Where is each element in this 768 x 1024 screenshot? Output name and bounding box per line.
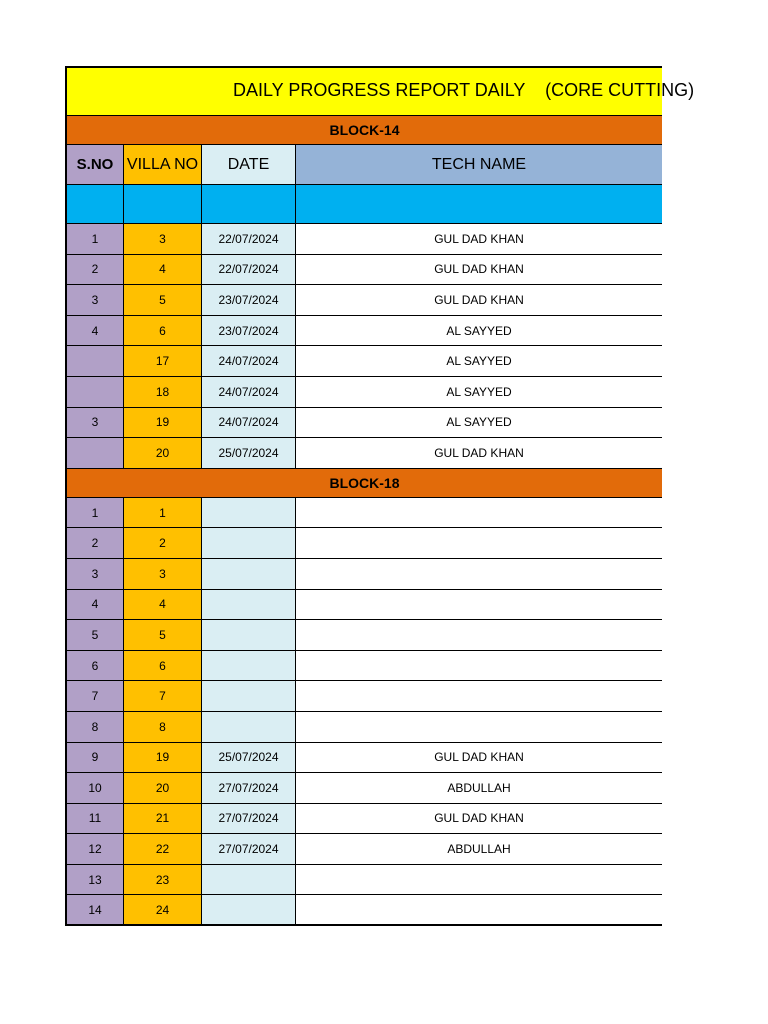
- table-row: [65, 438, 662, 469]
- tech-name-cell[interactable]: GUL DAD KHAN: [296, 285, 662, 316]
- villa-cell[interactable]: 22: [124, 834, 202, 865]
- block-header-18: BLOCK-18: [65, 469, 662, 498]
- sno-cell[interactable]: [65, 438, 124, 469]
- date-cell[interactable]: 24/07/2024: [202, 377, 296, 408]
- villa-cell[interactable]: 4: [124, 590, 202, 621]
- table-row: [65, 255, 662, 286]
- tech-name-cell[interactable]: [296, 681, 662, 712]
- date-cell[interactable]: [202, 559, 296, 590]
- date-cell[interactable]: 22/07/2024: [202, 255, 296, 286]
- table-row: [65, 681, 662, 712]
- table-row: [65, 743, 662, 774]
- title-row: [65, 66, 695, 116]
- table-row: [65, 773, 662, 804]
- tech-name-cell[interactable]: [296, 712, 662, 743]
- column-header-villa: VILLA NO: [124, 145, 202, 185]
- tech-name-cell[interactable]: GUL DAD KHAN: [296, 224, 662, 255]
- date-cell[interactable]: 23/07/2024: [202, 285, 296, 316]
- villa-cell[interactable]: 8: [124, 712, 202, 743]
- tech-name-cell[interactable]: [296, 498, 662, 529]
- column-header-tech: TECH NAME: [296, 145, 662, 185]
- date-cell[interactable]: [202, 498, 296, 529]
- sno-cell[interactable]: 6: [65, 651, 124, 682]
- blank-cell: [124, 185, 202, 224]
- villa-cell[interactable]: 7: [124, 681, 202, 712]
- blank-cell: [296, 185, 662, 224]
- sno-cell[interactable]: 14: [65, 895, 124, 926]
- table-row: [65, 804, 662, 835]
- date-cell[interactable]: 24/07/2024: [202, 408, 296, 439]
- table-row: [65, 651, 662, 682]
- tech-name-cell[interactable]: AL SAYYED: [296, 346, 662, 377]
- table-row: [65, 834, 662, 865]
- table-row: [65, 408, 662, 439]
- column-header-date: DATE: [202, 145, 296, 185]
- villa-cell[interactable]: 20: [124, 438, 202, 469]
- villa-cell[interactable]: 23: [124, 865, 202, 896]
- column-header-sno: S.NO: [65, 145, 124, 185]
- tech-name-cell[interactable]: [296, 895, 662, 926]
- tech-name-cell[interactable]: GUL DAD KHAN: [296, 743, 662, 774]
- date-cell[interactable]: 25/07/2024: [202, 438, 296, 469]
- tech-name-cell[interactable]: [296, 651, 662, 682]
- tech-name-cell[interactable]: GUL DAD KHAN: [296, 255, 662, 286]
- tech-name-cell[interactable]: GUL DAD KHAN: [296, 804, 662, 835]
- sno-cell[interactable]: [65, 377, 124, 408]
- villa-cell[interactable]: 2: [124, 528, 202, 559]
- villa-cell[interactable]: 1: [124, 498, 202, 529]
- sno-cell[interactable]: 2: [65, 255, 124, 286]
- date-cell[interactable]: [202, 865, 296, 896]
- villa-cell[interactable]: 19: [124, 408, 202, 439]
- tech-name-cell[interactable]: AL SAYYED: [296, 316, 662, 347]
- villa-cell[interactable]: 17: [124, 346, 202, 377]
- sno-cell[interactable]: 5: [65, 620, 124, 651]
- report-sheet: [65, 66, 695, 926]
- villa-cell[interactable]: 19: [124, 743, 202, 774]
- sno-cell[interactable]: 1: [65, 224, 124, 255]
- date-cell[interactable]: 27/07/2024: [202, 834, 296, 865]
- villa-cell[interactable]: 3: [124, 559, 202, 590]
- sno-cell[interactable]: 12: [65, 834, 124, 865]
- villa-cell[interactable]: 5: [124, 620, 202, 651]
- table-row: [65, 285, 662, 316]
- date-cell[interactable]: [202, 620, 296, 651]
- block-14-rows: [65, 224, 662, 469]
- date-cell[interactable]: 23/07/2024: [202, 316, 296, 347]
- sno-cell[interactable]: 2: [65, 528, 124, 559]
- villa-cell[interactable]: 3: [124, 224, 202, 255]
- tech-name-cell[interactable]: AL SAYYED: [296, 377, 662, 408]
- date-cell[interactable]: [202, 651, 296, 682]
- villa-cell[interactable]: 6: [124, 651, 202, 682]
- table-row: [65, 590, 662, 621]
- blank-blue-row: [65, 185, 662, 224]
- date-cell[interactable]: 27/07/2024: [202, 773, 296, 804]
- date-cell[interactable]: [202, 895, 296, 926]
- table-row: [65, 224, 662, 255]
- blank-cell: [202, 185, 296, 224]
- sno-cell[interactable]: [65, 346, 124, 377]
- block-header-14: BLOCK-14: [65, 116, 662, 145]
- sno-cell[interactable]: 13: [65, 865, 124, 896]
- sno-cell[interactable]: 3: [65, 285, 124, 316]
- villa-cell[interactable]: 18: [124, 377, 202, 408]
- table-row: [65, 895, 662, 926]
- sno-cell[interactable]: 9: [65, 743, 124, 774]
- table-row: [65, 528, 662, 559]
- sno-cell[interactable]: 4: [65, 590, 124, 621]
- date-cell[interactable]: 22/07/2024: [202, 224, 296, 255]
- tech-name-cell[interactable]: [296, 559, 662, 590]
- table-row: [65, 498, 662, 529]
- tech-name-cell[interactable]: [296, 620, 662, 651]
- tech-name-cell[interactable]: [296, 528, 662, 559]
- block-18-rows: [65, 498, 662, 926]
- table-row: [65, 559, 662, 590]
- sno-cell[interactable]: 7: [65, 681, 124, 712]
- tech-name-cell[interactable]: ABDULLAH: [296, 834, 662, 865]
- table-row: [65, 377, 662, 408]
- villa-cell[interactable]: 21: [124, 804, 202, 835]
- tech-name-cell[interactable]: [296, 590, 662, 621]
- villa-cell[interactable]: 20: [124, 773, 202, 804]
- tech-name-cell[interactable]: [296, 865, 662, 896]
- date-cell[interactable]: 27/07/2024: [202, 804, 296, 835]
- table-row: [65, 620, 662, 651]
- table-row: [65, 316, 662, 347]
- date-cell[interactable]: [202, 590, 296, 621]
- sno-cell[interactable]: 10: [65, 773, 124, 804]
- tech-name-cell[interactable]: ABDULLAH: [296, 773, 662, 804]
- sno-cell[interactable]: 3: [65, 408, 124, 439]
- tech-name-cell[interactable]: AL SAYYED: [296, 408, 662, 439]
- date-cell[interactable]: [202, 712, 296, 743]
- date-cell[interactable]: [202, 681, 296, 712]
- table-row: [65, 346, 662, 377]
- sno-cell[interactable]: 4: [65, 316, 124, 347]
- villa-cell[interactable]: 24: [124, 895, 202, 926]
- villa-cell[interactable]: 6: [124, 316, 202, 347]
- blank-cell: [65, 185, 124, 224]
- sno-cell[interactable]: 8: [65, 712, 124, 743]
- villa-cell[interactable]: 5: [124, 285, 202, 316]
- sno-cell[interactable]: 3: [65, 559, 124, 590]
- table-row: [65, 712, 662, 743]
- tech-name-cell[interactable]: GUL DAD KHAN: [296, 438, 662, 469]
- date-cell[interactable]: 25/07/2024: [202, 743, 296, 774]
- villa-cell[interactable]: 4: [124, 255, 202, 286]
- sno-cell[interactable]: 1: [65, 498, 124, 529]
- table-row: [65, 865, 662, 896]
- report-title: DAILY PROGRESS REPORT DAILY (CORE CUTTING): [233, 80, 695, 100]
- date-cell[interactable]: [202, 528, 296, 559]
- column-header-row: [65, 145, 662, 185]
- date-cell[interactable]: 24/07/2024: [202, 346, 296, 377]
- sno-cell[interactable]: 11: [65, 804, 124, 835]
